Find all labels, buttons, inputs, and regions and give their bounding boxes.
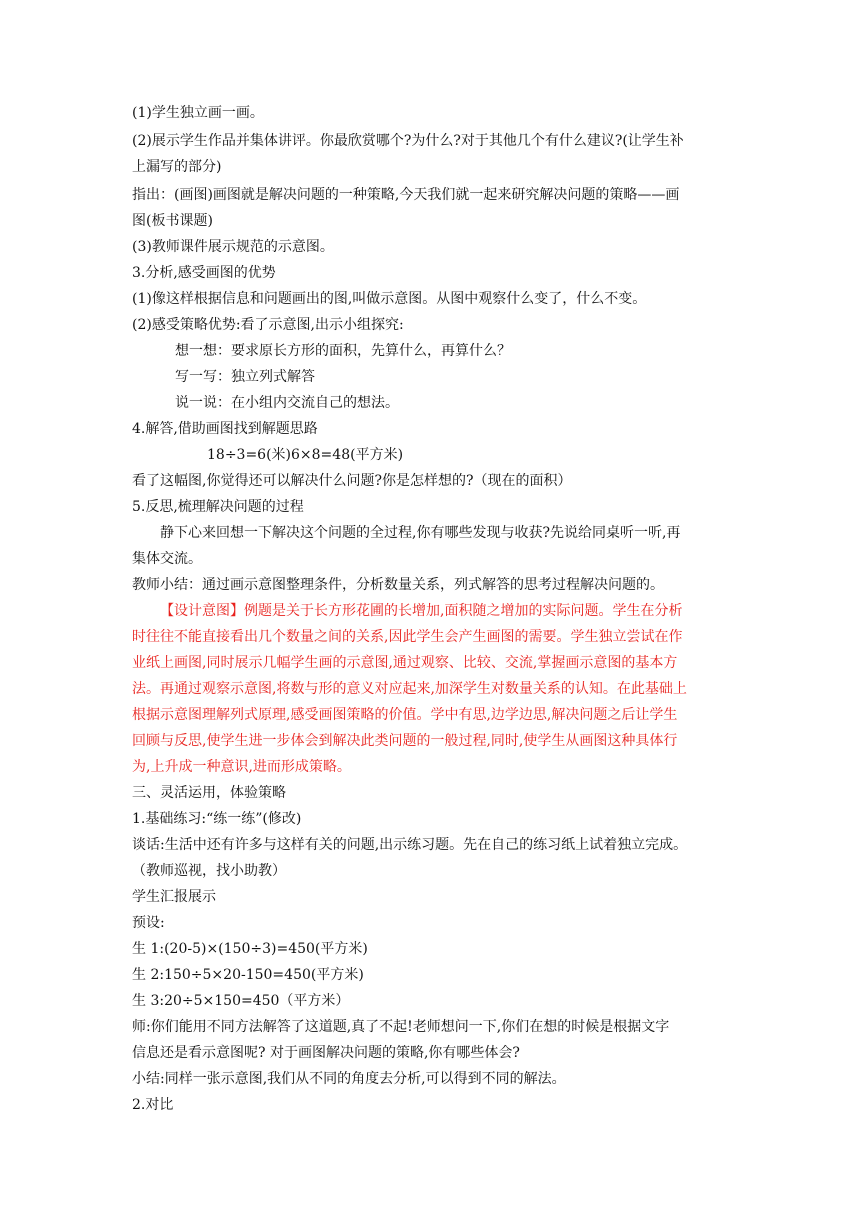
section-heading: 4.解答,借助画图找到解题思路 <box>132 421 318 437</box>
text-line: 静下心来回想一下解决这个问题的全过程,你有哪些发现与收获?先说给同桌听一听,再 <box>160 525 681 541</box>
design-intent-label: 【设计意图】 <box>160 603 244 619</box>
section-heading: 三、灵活运用，体验策略 <box>132 785 286 801</box>
text-line: 指出：(画图)画图就是解决问题的一种策略,今天我们就一起来研究解决问题的策略——画 <box>132 187 680 203</box>
equation-line: 生 2:150÷5×20-150=450(平方米) <box>132 967 364 983</box>
design-intent-first-line <box>160 601 780 621</box>
section-heading: 5.反思,梳理解决问题的过程 <box>132 499 304 515</box>
text-line: 小结:同样一张示意图,我们从不同的角度去分析,可以得到不同的解法。 <box>132 1071 566 1087</box>
design-intent-line: 为,上升成一种意识,进而形成策略。 <box>132 759 351 775</box>
text-line: （教师巡视，找小助教） <box>132 863 286 879</box>
text-line: (2)感受策略优势:看了示意图,出示小组探究: <box>132 317 404 333</box>
text-line: 教师小结：通过画示意图整理条件，分析数量关系，列式解答的思考过程解决问题的。 <box>132 577 664 593</box>
text-line: 信息还是看示意图呢? 对于画图解决问题的策略,你有哪些体会? <box>132 1045 520 1061</box>
design-intent-line: 回顾与反思,使学生进一步体会到解决此类问题的一般过程,同时,使学生从画图这种具体行 <box>132 733 678 749</box>
equation-line: 生 1:(20-5)×(150÷3)=450(平方米) <box>132 941 368 957</box>
text-line: (2)展示学生作品并集体讲评。你最欣赏哪个?为什么?对于其他几个有什么建议?(让学生补 <box>132 133 684 149</box>
section-heading: 3.分析,感受画图的优势 <box>132 265 276 281</box>
equation-line: 18÷3=6(米)6×8=48(平方米) <box>207 447 404 463</box>
text-line: 学生汇报展示 <box>132 889 216 905</box>
text-line: 谈话:生活中还有许多与这样有关的问题,出示练习题。先在自己的练习纸上试着独立完成。 <box>132 837 688 853</box>
text-line: 集体交流。 <box>132 551 202 567</box>
text-line: (1)学生独立画一画。 <box>132 105 264 121</box>
equation-line: 生 3:20÷5×150=450（平方米） <box>132 993 350 1009</box>
text-line: (1)像这样根据信息和问题画出的图,叫做示意图。从图中观察什么变了，什么不变。 <box>132 291 647 307</box>
section-heading: 2.对比 <box>132 1097 174 1113</box>
text-line: 看了这幅图,你觉得还可以解决什么问题?你是怎样想的?（现在的面积） <box>132 473 572 489</box>
design-intent-text: 例题是关于长方形花圃的长增加,面积随之增加的实际问题。学生在分析 <box>244 603 683 619</box>
design-intent-line: 根据示意图理解列式原理,感受画图策略的价值。学中有思,边学边思,解决问题之后让学生 <box>132 707 678 723</box>
text-line: 说一说：在小组内交流自己的想法。 <box>175 395 399 411</box>
text-line: 写一写：独立列式解答 <box>175 369 315 385</box>
text-line: 预设: <box>132 915 165 931</box>
design-intent-line: 业纸上画图,同时展示几幅学生画的示意图,通过观察、比较、交流,掌握画示意图的基本方 <box>132 655 678 671</box>
design-intent-line: 时往往不能直接看出几个数量之间的关系,因此学生会产生画图的需要。学生独立尝试在作 <box>132 629 683 645</box>
section-heading: 1.基础练习:“练一练”(修改) <box>132 811 302 827</box>
text-line: 师:你们能用不同方法解答了这道题,真了不起!老师想问一下,你们在想的时候是根据文字 <box>132 1019 670 1035</box>
text-line: 想一想：要求原长方形的面积，先算什么，再算什么？ <box>175 343 511 359</box>
text-line: 图(板书课题) <box>132 213 213 229</box>
design-intent-line: 法。再通过观察示意图,将数与形的意义对应起来,加深学生对数量关系的认知。在此基础上 <box>132 681 687 697</box>
text-line: (3)教师课件展示规范的示意图。 <box>132 239 334 255</box>
text-line: 上漏写的部分) <box>132 159 222 175</box>
